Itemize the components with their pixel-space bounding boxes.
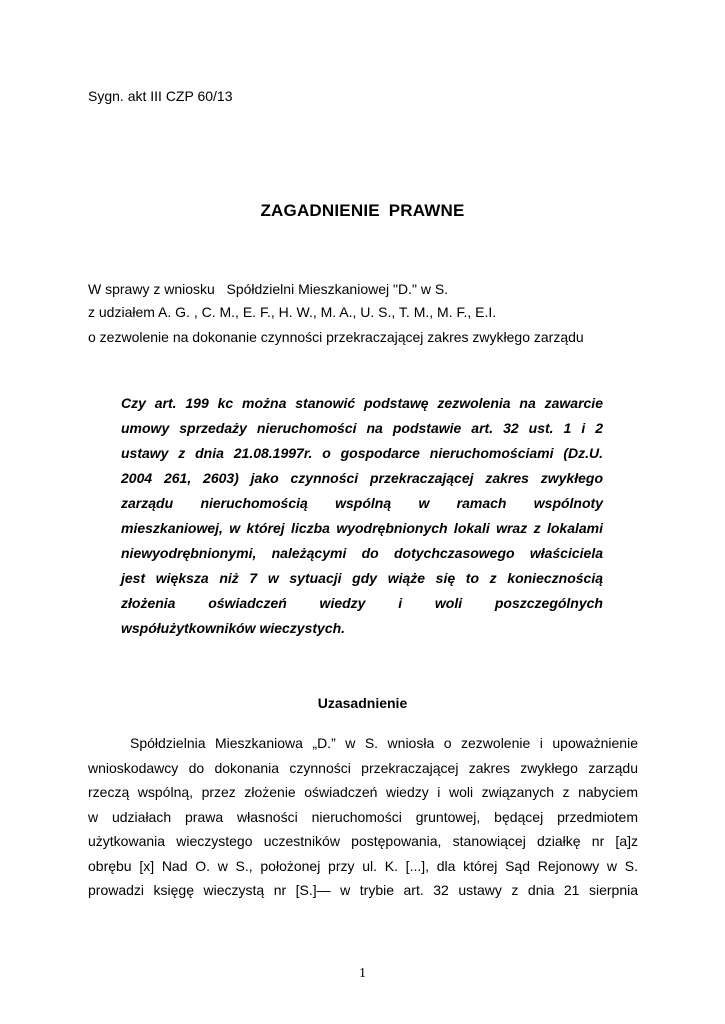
question-line: zarządu nieruchomością wspólną w ramach wspólnoty (121, 495, 603, 511)
question-line: 2004 261, 2603) jako czynności przekraczającej zakres zwykłego (121, 470, 603, 486)
justification-line: użytkowania wieczystego uczestników postępowania, stanowiącej działkę nr [a]z (88, 833, 638, 849)
question-line: ustawy z dnia 21.08.1997r. o gospodarce nieruchomościami (Dz.U. (121, 445, 603, 461)
legal-question (121, 391, 603, 641)
question-line: złożenia oświadczeń wiedzy i woli poszczególnych (121, 595, 603, 611)
justification-line: Spółdzielnia Mieszkaniowa „D.” w S. wniosła o zezwolenie i upoważnienie (130, 735, 638, 751)
question-line: jest większa niż 7 w sytuacji gdy wiąże się to z koniecznością (121, 570, 603, 586)
justification-line: wnioskodawcy do dokonania czynności przekraczającej zakres zwykłego zarządu (88, 759, 638, 776)
intro-line: o zezwolenie na dokonanie czynności przekraczającej zakres zwykłego zarządu (88, 329, 584, 345)
case-signature: Sygn. akt III CZP 60/13 (88, 88, 233, 104)
document-title: ZAGADNIENIE PRAWNE (260, 201, 465, 220)
justification-body (88, 731, 638, 903)
question-line: mieszkaniowej, w której liczba wyodrębnionych lokali wraz z lokalami (121, 520, 603, 536)
justification-line: obrębu [x] Nad O. w S., położonej przy ul. K. [...], dla której Sąd Rejonowy w S. (88, 857, 638, 874)
question-line: umowy sprzedaży nieruchomości na podstawie art. 32 ust. 1 i 2 (121, 420, 603, 436)
justification-line: rzeczą wspólną, przez złożenie oświadczeń wiedzy i woli związanych z nabyciem (88, 784, 638, 800)
question-line: Czy art. 199 kc można stanowić podstawę zezwolenia na zawarcie (121, 395, 603, 411)
question-line: niewyodrębnionymi, należącymi do dotychczasowego właściciela (121, 545, 603, 561)
question-line: współużytkowników wieczystych. (121, 620, 346, 636)
justification-heading: Uzasadnienie (317, 695, 408, 711)
intro-line: z udziałem A. G. , C. M., E. F., H. W., M. A., U. S., T. M., M. F., E.I. (88, 304, 497, 320)
page-number: 1 (359, 966, 366, 981)
justification-line: w udziałach prawa własności nieruchomości gruntowej, będącej przedmiotem (88, 808, 638, 825)
intro-line: W sprawy z wniosku Spółdzielni Mieszkaniowej "D." w S. (88, 281, 449, 297)
justification-line: prowadzi księgę wieczystą nr [S.]— w trybie art. 32 ustawy z dnia 21 sierpnia (88, 882, 638, 898)
